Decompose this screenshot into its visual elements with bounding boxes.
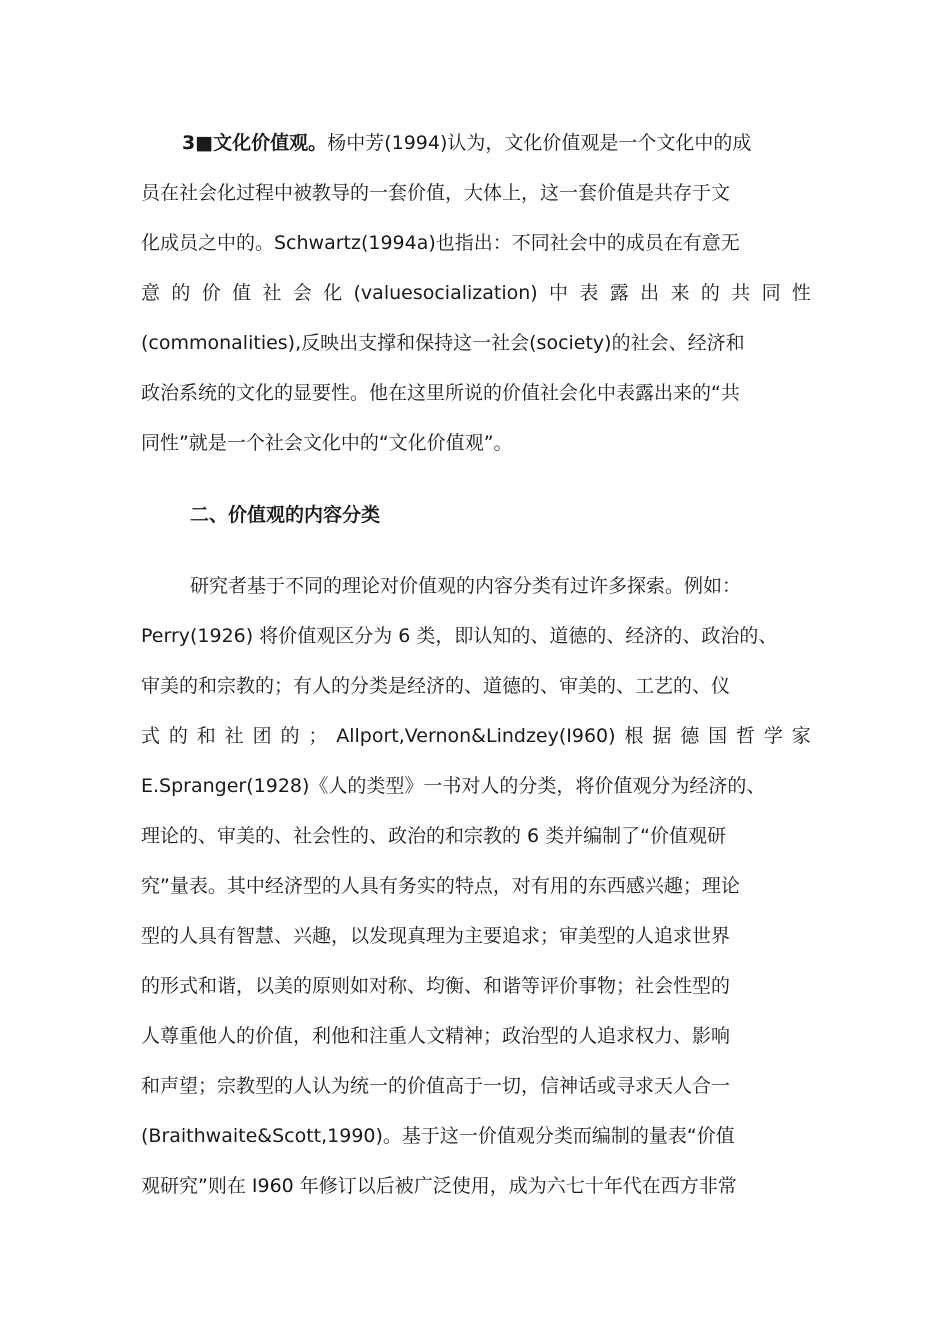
word-token: 露 xyxy=(609,282,629,304)
paragraph-2-line-6: 理论的、审美的、社会性的、政治的和宗教的 6 类并编制了“价值观研 xyxy=(141,825,727,847)
word-token: 哲 xyxy=(736,725,756,747)
paragraph-2-line-4 xyxy=(141,723,811,749)
word-token: 价 xyxy=(201,282,221,304)
word-token: ； xyxy=(308,725,328,747)
word-token: 国 xyxy=(708,725,728,747)
paragraph-1-line-4 xyxy=(141,280,811,306)
word-token: 的 xyxy=(168,725,188,747)
word-token: 的 xyxy=(171,282,191,304)
word-token: 化 xyxy=(323,282,343,304)
word-token: 的 xyxy=(280,725,300,747)
word-token: 表 xyxy=(579,282,599,304)
paragraph-1-line-1 xyxy=(182,130,811,156)
word-token: 共 xyxy=(731,282,751,304)
paragraph-2-line-7: 究”量表。其中经济型的人具有务实的特点，对有用的东西感兴趣；理论 xyxy=(141,875,740,897)
word-token: 出 xyxy=(640,282,660,304)
section-lead-bold: 3■文化价值观。 xyxy=(182,132,328,154)
word-token: 式 xyxy=(141,725,161,747)
paragraph-1-line-2: 员在社会化过程中被教导的一套价值，大体上，这一套价值是共存于文 xyxy=(141,182,731,204)
word-token: 根 xyxy=(624,725,644,747)
paragraph-1-line-3: 化成员之中的。Schwartz(1994a)也指出：不同社会中的成员在有意无 xyxy=(141,232,740,254)
paragraph-2-line-12: (Braithwaite&Scott,1990)。基于这一价值观分类而编制的量表“价值 xyxy=(141,1125,735,1147)
word-token: 社 xyxy=(224,725,244,747)
word-token: 团 xyxy=(252,725,272,747)
paragraph-2-line-8: 型的人具有智慧、兴趣，以发现真理为主要追求；审美型的人追求世界 xyxy=(141,925,731,947)
word-token: 家 xyxy=(791,725,811,747)
word-token: 和 xyxy=(196,725,216,747)
word-token: 性 xyxy=(791,282,811,304)
paragraph-1-line-7: 同性”就是一个社会文化中的“文化价值观”。 xyxy=(141,432,513,454)
word-token: 中 xyxy=(549,282,569,304)
paragraph-1-line-1-text: 杨中芳(1994)认为，文化价值观是一个文化中的成 xyxy=(327,132,752,154)
paragraph-2-line-10: 人尊重他人的价值，利他和注重人文精神；政治型的人追求权力、影响 xyxy=(141,1025,731,1047)
paragraph-1-line-5: (commonalities),反映出支撑和保持这一社会(society)的社会、经济和 xyxy=(141,332,745,354)
word-token: 学 xyxy=(763,725,783,747)
word-token: 据 xyxy=(652,725,672,747)
paragraph-2-line-13: 观研究”则在 I960 年修订以后被广泛使用，成为六七十年代在西方非常 xyxy=(141,1175,737,1197)
section-heading: 二、价值观的内容分类 xyxy=(190,504,381,526)
paragraph-2-line-1: 研究者基于不同的理论对价值观的内容分类有过许多探索。例如： xyxy=(190,575,742,597)
paragraph-1-line-6: 政治系统的文化的显要性。他在这里所说的价值社会化中表露出来的“共 xyxy=(141,382,740,404)
paragraph-2-line-9: 的形式和谐，以美的原则如对称、均衡、和谐等评价事物；社会性型的 xyxy=(141,975,731,997)
paragraph-2-line-3: 审美的和宗教的；有人的分类是经济的、道德的、审美的、工艺的、仪 xyxy=(141,675,731,697)
word-token: 的 xyxy=(700,282,720,304)
word-token: 会 xyxy=(292,282,312,304)
word-token: 社 xyxy=(262,282,282,304)
word-token: 值 xyxy=(232,282,252,304)
word-token: 意 xyxy=(141,282,161,304)
paragraph-2-line-5: E.Spranger(1928)《人的类型》一书对人的分类，将价值观分为经济的、 xyxy=(141,775,766,797)
word-token: Allport,Vernon&Lindzey(I960) xyxy=(336,725,616,747)
word-token: (valuesocialization) xyxy=(353,282,538,304)
paragraph-2-line-11: 和声望；宗教型的人认为统一的价值高于一切，信神话或寻求天人合一 xyxy=(141,1075,731,1097)
word-token: 德 xyxy=(680,725,700,747)
word-token: 来 xyxy=(670,282,690,304)
word-token: 同 xyxy=(761,282,781,304)
paragraph-2-line-2: Perry(1926) 将价值观区分为 6 类，即认知的、道德的、经济的、政治的、 xyxy=(141,625,778,647)
